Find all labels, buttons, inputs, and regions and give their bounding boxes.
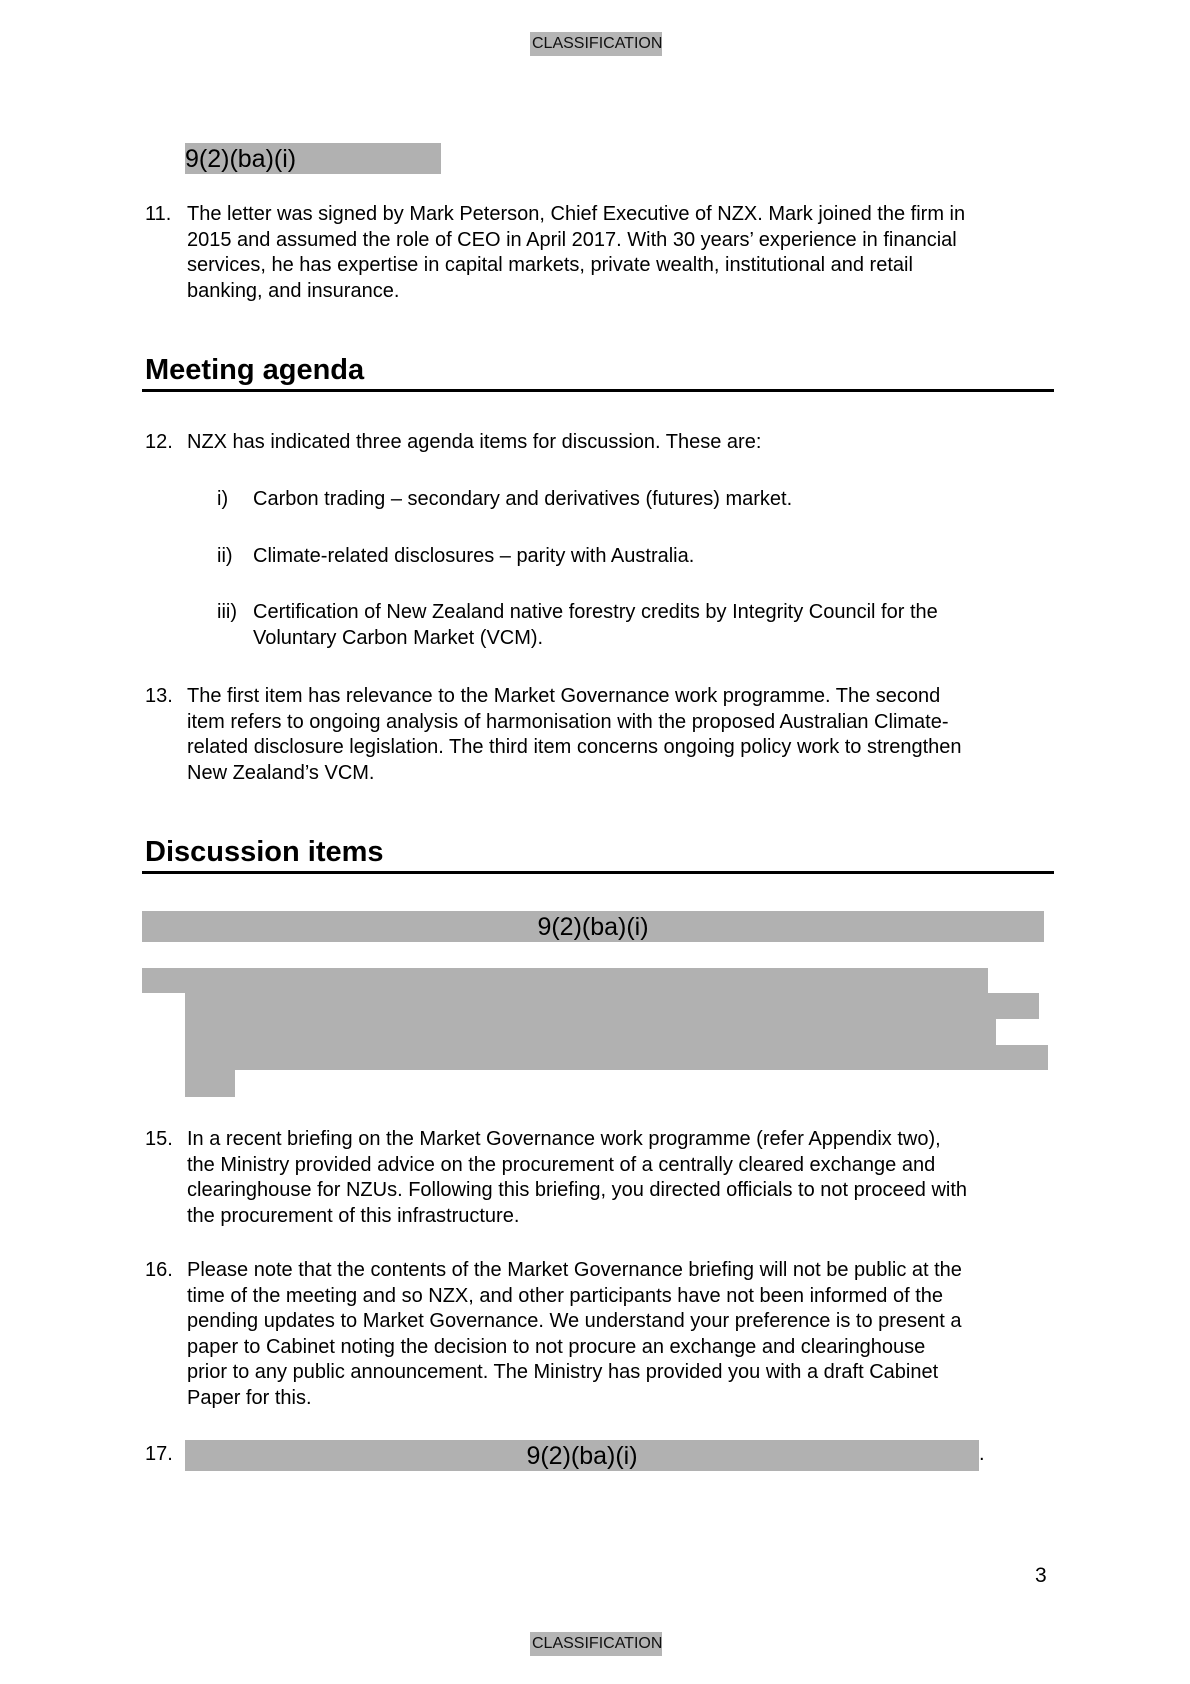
text-line: Paper for this. (187, 1386, 312, 1409)
text-line: clearinghouse for NZUs. Following this briefing, you directed officials to not proceed with (187, 1179, 968, 1201)
text-line: The first item has relevance to the Market Governance work programme. The second (187, 685, 941, 707)
redaction-block (185, 1070, 235, 1097)
page-number: 3 (1035, 1564, 1047, 1587)
text-line: In a recent briefing on the Market Governance work programme (refer Appendix two), (187, 1128, 941, 1150)
paragraph-15 (187, 1127, 1067, 1229)
paragraph-13 (187, 684, 1067, 786)
text-line: paper to Cabinet noting the decision to not procure an exchange and clearinghouse (187, 1335, 926, 1358)
redaction-subheading (142, 911, 1044, 942)
redaction-code: 9(2)(ba)(i) (537, 912, 649, 941)
paragraph-17-trailing: . (979, 1443, 985, 1465)
text-line: New Zealand’s VCM. (187, 761, 375, 784)
redaction-paragraph-17 (185, 1440, 979, 1471)
agenda-item-1 (253, 487, 1053, 513)
text-line: pending updates to Market Governance. We understand your preference is to present a (187, 1310, 962, 1332)
agenda-item-number: ii) (217, 545, 233, 567)
paragraph-16 (187, 1258, 1067, 1411)
paragraph-number: 12. (145, 431, 173, 453)
redaction-top (185, 143, 441, 174)
redaction-code: 9(2)(ba)(i) (526, 1441, 638, 1470)
text-line: services, he has expertise in capital markets, private wealth, institutional and retail (187, 254, 913, 276)
paragraph-number: 17. (145, 1443, 173, 1465)
text-line: Voluntary Carbon Market (VCM). (253, 626, 544, 649)
paragraph-12 (187, 430, 1067, 456)
redaction-code: 9(2)(ba)(i) (185, 144, 297, 173)
redaction-block (185, 993, 1039, 1019)
agenda-item-number: iii) (217, 601, 237, 623)
redaction-block (185, 1019, 996, 1045)
heading-meeting-agenda: Meeting agenda (145, 354, 365, 386)
paragraph-number: 15. (145, 1128, 173, 1150)
paragraph-number: 16. (145, 1259, 173, 1281)
text-line: Certification of New Zealand native forestry credits by Integrity Council for the (253, 601, 938, 623)
text-line: the procurement of this infrastructure. (187, 1204, 520, 1227)
redaction-block (185, 1045, 1048, 1070)
agenda-item-2 (253, 544, 1053, 570)
paragraph-number: 11. (145, 203, 172, 225)
text-line: NZX has indicated three agenda items for discussion. These are: (187, 431, 762, 453)
heading-rule (142, 871, 1054, 874)
paragraph-number: 13. (145, 685, 173, 707)
text-line: banking, and insurance. (187, 279, 400, 302)
text-line: time of the meeting and so NZX, and other participants have not been informed of the (187, 1284, 944, 1307)
text-line: The letter was signed by Mark Peterson, Chief Executive of NZX. Mark joined the firm in (187, 203, 966, 225)
header-classification: CLASSIFICATION (530, 32, 662, 56)
redaction-block (142, 968, 988, 993)
footer-classification: CLASSIFICATION (530, 1632, 662, 1656)
text-line: the Ministry provided advice on the procurement of a centrally cleared exchange and (187, 1153, 936, 1176)
text-line: Climate-related disclosures – parity with Australia. (253, 545, 695, 567)
text-line: Carbon trading – secondary and derivatives (futures) market. (253, 488, 793, 510)
heading-discussion-items: Discussion items (145, 836, 384, 868)
agenda-item-number: i) (217, 488, 229, 510)
heading-rule (142, 389, 1054, 392)
text-line: item refers to ongoing analysis of harmonisation with the proposed Australian Climate- (187, 710, 949, 733)
text-line: 2015 and assumed the role of CEO in April 2017. With 30 years’ experience in financial (187, 228, 957, 251)
paragraph-11 (187, 202, 1067, 304)
text-line: prior to any public announcement. The Ministry has provided you with a draft Cabinet (187, 1361, 939, 1383)
agenda-item-3 (253, 600, 1053, 651)
text-line: Please note that the contents of the Market Governance briefing will not be public at the (187, 1259, 962, 1281)
text-line: related disclosure legislation. The third item concerns ongoing policy work to strengthen (187, 736, 962, 758)
